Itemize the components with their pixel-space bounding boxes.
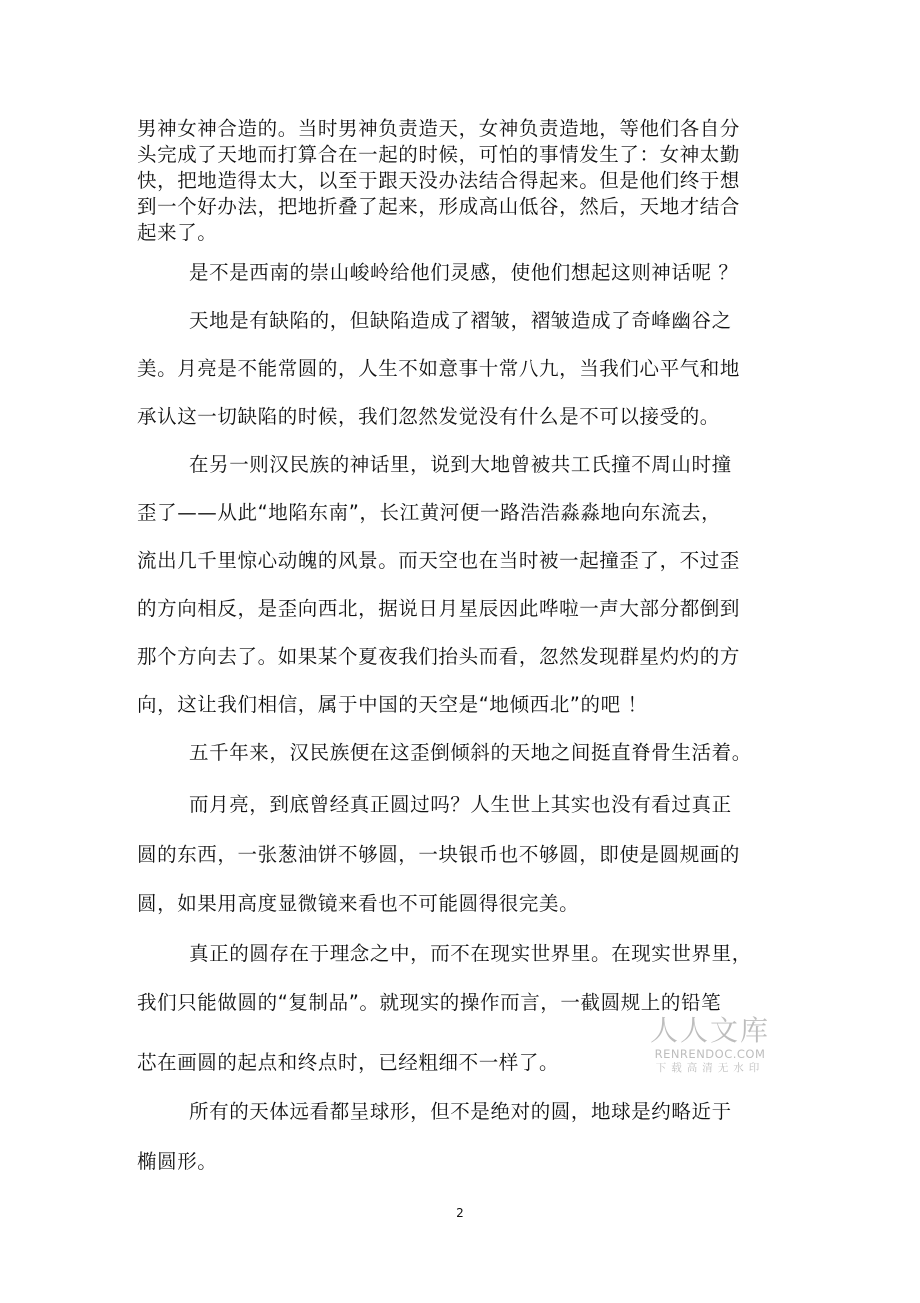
watermark-logo: [648, 1015, 772, 1075]
watermark-title: 人人文库: [649, 1014, 770, 1047]
text-line: 所有的天体远看都呈球形，但不是绝对的圆，地球是约略近于: [189, 1100, 732, 1123]
text-line: 的方向相反，是歪向西北，据说日月星辰因此哗啦一声大部分都倒到: [137, 597, 741, 620]
text-line: 那个方向去了。如果某个夏夜我们抬头而看，忽然发现群星灼灼的方: [137, 645, 741, 668]
text-line: 在另一则汉民族的神话里，说到大地曾被共工氏撞不周山时撞: [189, 453, 732, 476]
text-line: 真正的圆存在于理念之中，而不在现实世界里。在现实世界里，: [189, 942, 752, 965]
text-line: 五千年来，汉民族便在这歪倒倾斜的天地之间挺直脊骨生活着。: [189, 741, 752, 764]
text-line: 椭圆形。: [137, 1150, 218, 1173]
text-line: 歪了——从此“地陷东南”，长江黄河便一路浩浩淼淼地向东流去，: [137, 501, 722, 524]
watermark-subtitle: 下载高清无水印: [655, 1062, 765, 1074]
text-line: 到一个好办法，把地折叠了起来，形成高山低谷，然后，天地才结合: [137, 195, 741, 218]
text-line: 流出几千里惊心动魄的风景。而天空也在当时被一起撞歪了，不过歪: [137, 549, 741, 572]
text-line: 头完成了天地而打算合在一起的时候，可怕的事情发生了：女神太勤: [137, 143, 741, 166]
text-line: 快，把地造得太大，以至于跟天没办法结合得起来。但是他们终于想: [137, 169, 741, 192]
text-line: 向，这让我们相信，属于中国的天空是“地倾西北”的吧 ！: [137, 693, 648, 716]
text-line: 圆的东西，一张葱油饼不够圆，一块银币也不够圆，即使是圆规画的: [137, 843, 741, 866]
text-line: 起来了。: [137, 221, 218, 244]
text-line: 男神女神合造的。当时男神负责造天，女神负责造地，等他们各自分: [137, 117, 741, 140]
text-line: 是不是西南的崇山峻岭给他们灵感，使他们想起这则神话呢 ？: [189, 261, 739, 284]
text-line: 美。月亮是不能常圆的，人生不如意事十常八九，当我们心平气和地: [137, 357, 741, 380]
text-line: 天地是有缺陷的，但缺陷造成了褶皱，褶皱造成了奇峰幽谷之: [189, 309, 732, 332]
text-line: 承认这一切缺陷的时候，我们忽然发觉没有什么是不可以接受的。: [137, 405, 720, 428]
text-line: 圆，如果用高度显微镜来看也不可能圆得很完美。: [137, 892, 580, 915]
text-line: 我们只能做圆的“复制品”。就现实的操作而言，一截圆规上的铅笔: [137, 991, 722, 1014]
watermark-url: RENRENDOC.COM: [654, 1047, 766, 1061]
text-line: 芯在画圆的起点和终点时，已经粗细不一样了。: [137, 1051, 560, 1074]
text-line: 而月亮，到底曾经真正圆过吗？人生世上其实也没有看过真正: [189, 793, 732, 816]
page-number: 2: [456, 1206, 464, 1220]
